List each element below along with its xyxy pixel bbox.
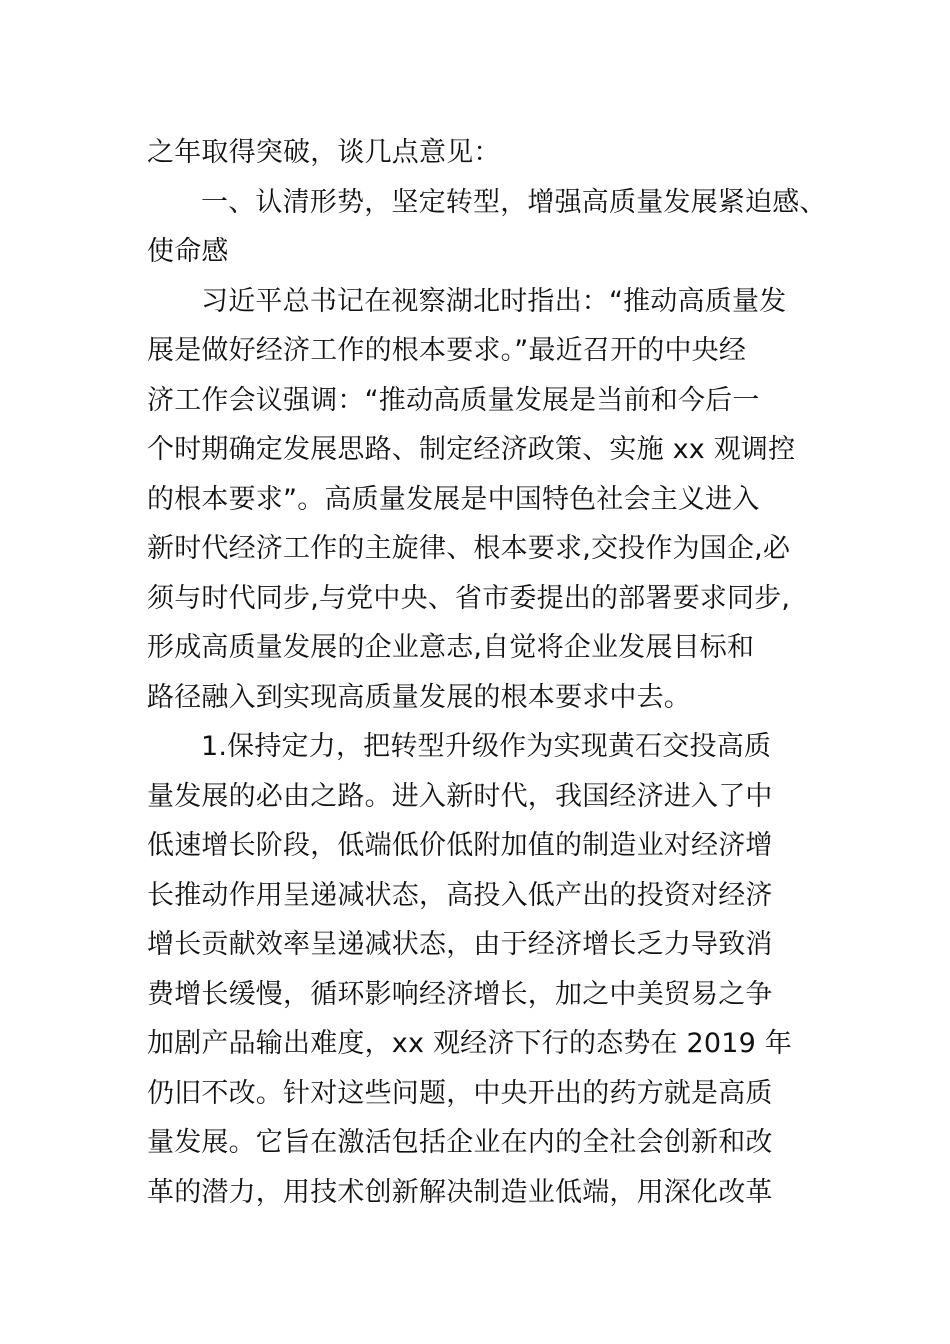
text-line: 济工作会议强调：“推动高质量发展是当前和今后一 [147,384,760,416]
text-line: 1.保持定力，把转型升级作为实现黄石交投高质 [201,731,772,762]
text-line: 量发展的必由之路。进入新时代，我国经济进入了中 [147,780,773,812]
section-heading-line: 一、认清形势，坚定转型，增强高质量发展紧迫感、 [201,186,827,218]
text-line: 长推动作用呈递减状态，高投入低产出的投资对经济 [147,879,773,911]
text-line: 个时期确定发展思路、制定经济政策、实施 xx 观调控 [147,434,796,465]
text-line: 仍旧不改。针对这些问题，中央开出的药方就是高质 [147,1077,773,1109]
text-line: 增长贡献效率呈递减状态，由于经济增长乏力导致消 [147,929,773,960]
text-line: 费增长缓慢，循环影响经济增长，加之中美贸易之争 [147,978,773,1010]
document-body [147,128,827,1217]
text-line: 革的潜力，用技术创新解决制造业低端，用深化改革 [147,1176,773,1208]
section-heading-line: 使命感 [147,236,229,267]
text-line: 低速增长阶段，低端低价低附加值的制造业对经济增 [147,830,773,861]
text-line: 展是做好经济工作的根本要求。”最近召开的中央经 [147,335,747,366]
text-line: 新时代经济工作的主旋律、根本要求,交投作为国企,必 [147,533,791,564]
text-line: 形成高质量发展的企业意志,自觉将企业发展目标和 [147,632,755,663]
text-line: 加剧产品输出难度，xx 观经济下行的态势在 2019 年 [147,1028,793,1059]
text-line: 之年取得突破，谈几点意见： [147,137,501,168]
text-line: 量发展。它旨在激活包括企业在内的全社会创新和改 [147,1127,773,1158]
text-line: 须与时代同步,与党中央、省市委提出的部署要求同步, [147,582,791,614]
text-line: 习近平总书记在视察湖北时指出：“推动高质量发 [201,285,787,317]
text-line: 路径融入到实现高质量发展的根本要求中去。 [147,681,691,713]
text-line: 的根本要求”。高质量发展是中国特色社会主义进入 [147,483,760,515]
